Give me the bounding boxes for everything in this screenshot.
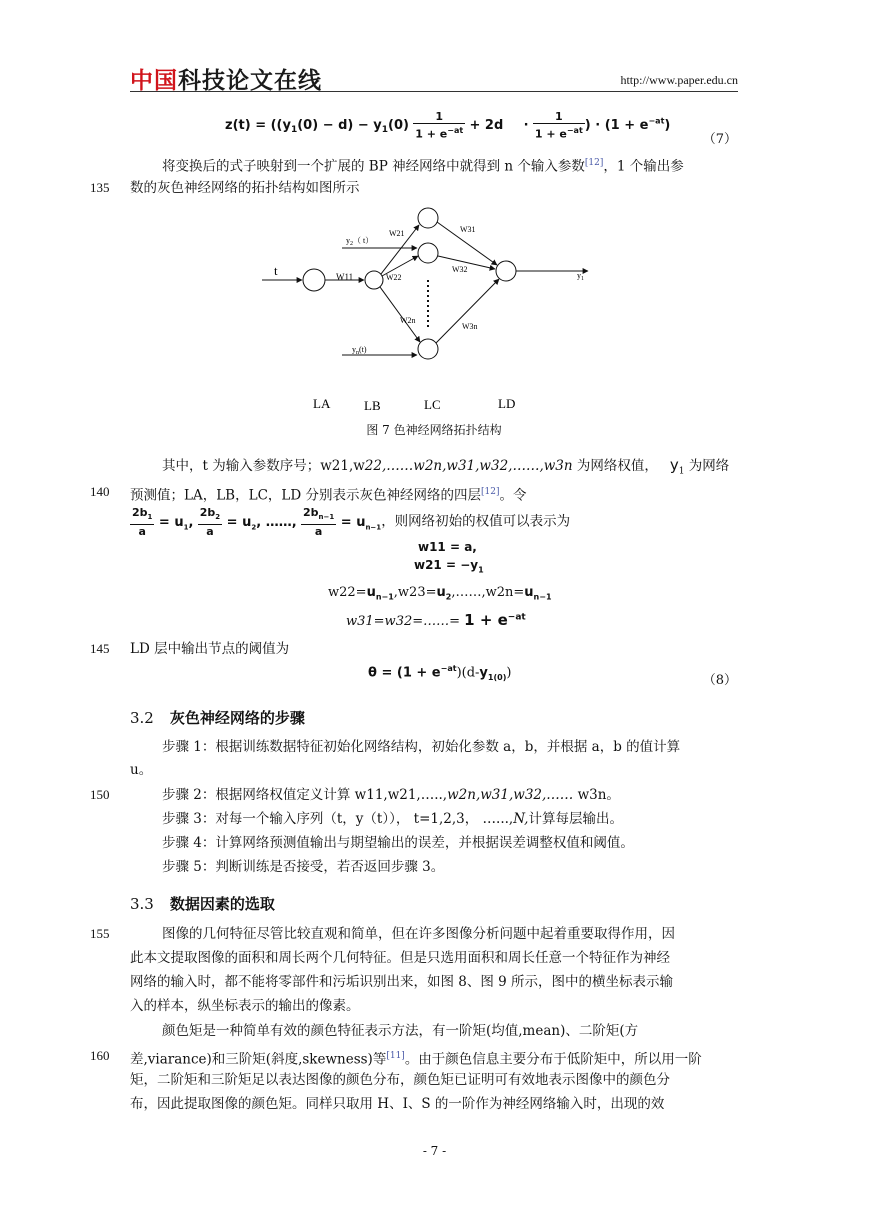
label-w11: W11	[336, 272, 354, 282]
label-w32: W32	[452, 265, 468, 274]
label-w22: W22	[386, 273, 402, 282]
paragraph-5-line-3: 矩，二阶矩和三阶矩足以表达图像的颜色分布，颜色矩已证明可有效地表示图像中的颜色分	[130, 1072, 670, 1088]
paragraph-4-line-2: 此本文提取图像的面积和周长两个几何特征。但是只选用面积和周长任意一个特征作为神经	[130, 950, 670, 966]
step-5: 步骤 5：判断训练是否接受，若否返回步骤 3。	[162, 859, 445, 875]
paragraph-4-line-4: 入的样本，纵坐标表示的输出的像素。	[130, 998, 360, 1014]
line-number-135: 135	[90, 180, 110, 195]
node-lc-2	[418, 243, 438, 263]
label-w31: W31	[460, 225, 476, 234]
paragraph-5-line-2: 差,viarance)和三阶矩(斜度,skewness)等[11]。由于颜色信息主要分布于低阶矩中，所以用一阶	[130, 1051, 702, 1068]
header-rule	[130, 91, 738, 92]
network-topology-figure	[250, 198, 610, 416]
node-lc-n	[418, 339, 438, 359]
citation-12[interactable]: [12]	[584, 158, 604, 168]
node-la	[303, 269, 325, 291]
paragraph-2-line-1: 其中，t 为输入参数序号；w21,w22,……w2n,w31,w32,……,w3n 为网络权值， $y_1$ 为网络	[162, 456, 730, 477]
label-yn: $y_n(t)$	[352, 345, 367, 356]
paragraph-5-line-4: 布，因此提取图像的颜色矩。同样只取用 H、I、S 的一阶作为神经网络输入时，出现的效	[130, 1096, 665, 1112]
layer-label-ld: LD	[498, 396, 516, 411]
paragraph-2-line-3: $\frac{2b_1}{a}$ = $u_1$, $\frac{2b_2}{a}$ = $u_2$, ……, $\frac{2b_{n-1}}{a}$ = $u_{n-1}$，则网络初始的权值可以表示为	[132, 506, 571, 539]
label-w2n: W2n	[400, 316, 416, 325]
line-number-145: 145	[90, 641, 110, 656]
journal-logo: 中国科技论文在线	[130, 68, 322, 94]
header-url[interactable]: http://www.paper.edu.cn	[620, 73, 738, 87]
section-3-2-heading: 3.2 灰色神经网络的步骤	[130, 709, 305, 727]
step-1-line-2: u。	[130, 762, 153, 778]
step-2: 步骤 2：根据网络权值定义计算 w11,w21,…..,w2n,w31,w32,…… w3n。	[162, 787, 620, 803]
step-1-line-1: 步骤 1：根据训练数据特征初始化网络结构，初始化参数 a，b，并根据 a，b 的值计算	[162, 739, 681, 755]
layer-label-lc: LC	[424, 397, 441, 412]
equation-w21: $w21 = -y_1$	[414, 558, 484, 575]
edge-w2n	[380, 287, 420, 342]
page-number: - 7 -	[422, 1144, 447, 1158]
label-w3n: W3n	[462, 322, 478, 331]
figure-caption: 图 7 色神经网络拓扑结构	[366, 423, 502, 437]
citation-11[interactable]: [11]	[386, 1051, 405, 1061]
step-4: 步骤 4：计算网络预测值输出与期望输出的误差，并根据误差调整权值和阈值。	[162, 835, 634, 851]
citation-12-second[interactable]: [12]	[480, 487, 500, 497]
line-number-155: 155	[90, 926, 110, 941]
node-ld	[496, 261, 516, 281]
equation-7-number: （7）	[702, 132, 737, 147]
paragraph-5-line-1: 颜色矩是一种简单有效的颜色特征表示方法，有一阶矩(均值,mean)、二阶矩(方	[162, 1023, 639, 1039]
section-3-3-heading: 3.3 数据因素的选取	[130, 895, 275, 913]
node-lc-1	[418, 208, 438, 228]
paragraph-1-line-2: 数的灰色神经网络的拓扑结构如图所示	[130, 180, 360, 196]
label-output-y1: $y_1$	[577, 271, 584, 282]
paragraph-3-line-1: LD 层中输出节点的阈值为	[130, 641, 290, 657]
paragraph-1-line-1: 将变换后的式子映射到一个扩展的 BP 神经网络中就得到 n 个输入参数[12]，1 个输出参	[162, 158, 684, 175]
paragraph-4-line-1: 图像的几何特征尽管比较直观和简单，但在许多图像分析问题中起着重要取得作用，因	[162, 926, 675, 942]
equation-w11: w11 = a,	[418, 540, 477, 554]
equation-w31: w31=w32=……= $1 + e^{-at}$	[346, 611, 526, 629]
equation-w22: $w22=u_{n-1},w23=u_2,\dots\dots,w2n=u_{n-1}$	[328, 585, 552, 602]
paragraph-2-line-2: 预测值；LA，LB，LC，LD 分别表示灰色神经网络的四层[12]。令	[130, 487, 527, 504]
label-y2: $y_2$（ t）	[346, 236, 374, 247]
equation-7: $z(t) = ((y_1(0) - d) - y_1(0)$ $\frac{1}{1 + e^{-at}}$ + 2d · $\frac{1}{1 + e^{-at}}$ ) · $(1 + e^{-at})$	[225, 110, 671, 141]
line-number-160: 160	[90, 1048, 110, 1063]
paragraph-4-line-3: 网络的输入时，都不能将零部件和污垢识别出来，如图 8、图 9 所示，图中的横坐标表示输	[130, 974, 674, 990]
step-3: 步骤 3：对每一个输入序列（t，y（t））， t=1,2,3， …...,N,计算每层输出。	[162, 811, 623, 827]
line-number-140: 140	[90, 484, 110, 499]
label-w21: W21	[389, 229, 405, 238]
edge-w3n	[436, 279, 499, 343]
layer-label-lb: LB	[364, 398, 381, 413]
equation-8-number: （8）	[702, 673, 737, 688]
node-lb	[365, 271, 383, 289]
layer-label-la: LA	[313, 396, 331, 411]
label-t: t	[274, 263, 278, 278]
equation-8: $\theta = (1 + e^{-at})(d-y_{1(0)})$	[368, 664, 512, 682]
line-number-150: 150	[90, 787, 110, 802]
